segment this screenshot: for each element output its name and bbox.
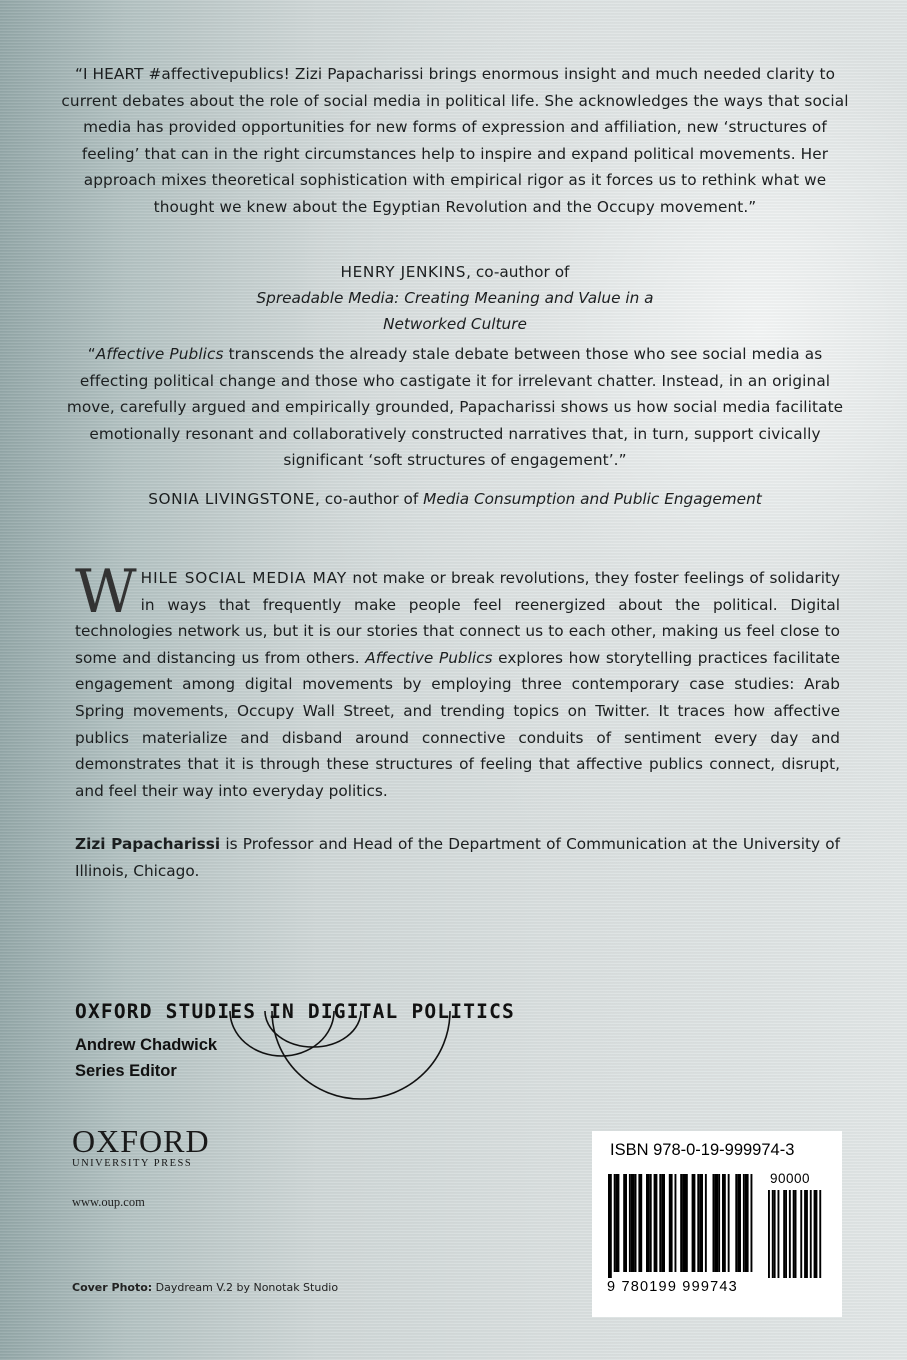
drop-cap: W	[75, 557, 137, 627]
endorser-role: , co-author of	[466, 263, 570, 281]
barcode-addon-bar	[806, 1190, 808, 1278]
photo-credit-text: Daydream V.2 by Nonotak Studio	[152, 1281, 339, 1294]
series-title: OXFORD STUDIES IN DIGITAL POLITICS	[75, 1000, 515, 1023]
endorsement-attribution-2	[60, 486, 850, 512]
series-editor	[75, 1032, 217, 1084]
barcode-bar	[669, 1174, 673, 1272]
barcode-bar	[745, 1174, 749, 1272]
barcode-addon-bar	[772, 1190, 774, 1278]
barcode-bar	[635, 1174, 637, 1272]
barcode-bar	[659, 1174, 661, 1272]
barcode-addon-bar	[816, 1190, 818, 1278]
barcode-bar	[705, 1174, 707, 1272]
barcode-bar	[675, 1174, 677, 1272]
isbn-label: ISBN 978-0-19-999974-3	[610, 1141, 795, 1159]
barcode-bar	[692, 1174, 696, 1272]
barcode-bar	[751, 1174, 753, 1272]
endorser-book-title: Spreadable Media: Creating Meaning and Value in a Networked Culture	[256, 289, 654, 333]
barcode-addon-bar	[783, 1190, 785, 1278]
barcode-bar	[616, 1174, 620, 1272]
barcode-bar	[650, 1174, 652, 1272]
quote-text: “I HEART #affectivepublics! Zizi Papacharissi brings enormous insight and much needed clarity to current debates about the role of social media in political life. She acknowledges the ways that social media has provided opportunities for new forms of expression and affiliation, new ‘structures of feeling’ that can in the right circumstances help to inspire and expand political movements. Her approach mixes theoretical sophistication with empirical rigor as it forces us to rethink what we thought we knew about the Egyptian Revolution and the Occupy movement.”	[61, 65, 849, 216]
barcode-bar	[743, 1174, 745, 1272]
barcode-bar	[646, 1174, 650, 1272]
barcode-addon-bar	[810, 1190, 812, 1278]
barcode-addon-bar	[793, 1190, 795, 1278]
book-title-reference: Affective Publics	[95, 345, 224, 363]
publisher-press: UNIVERSITY PRESS	[72, 1158, 193, 1169]
series-arc-large	[272, 1011, 450, 1099]
barcode-addon-bar	[800, 1190, 802, 1278]
isbn-barcode-block	[592, 1131, 842, 1317]
publisher-logo: OXFORD	[72, 1123, 210, 1159]
barcode-bar	[737, 1174, 741, 1272]
barcode-bar	[682, 1174, 684, 1272]
endorsement-quote-1	[60, 61, 850, 221]
barcode-addon-bar	[778, 1190, 780, 1278]
barcode-bar	[718, 1174, 720, 1272]
book-title-reference: Affective Publics	[365, 648, 493, 667]
endorsement-attribution-1	[60, 259, 850, 337]
barcode-bar	[713, 1174, 715, 1272]
publisher-url[interactable]: www.oup.com	[72, 1195, 145, 1209]
endorser-name: SONIA LIVINGSTONE	[148, 490, 315, 508]
book-description: WHILE SOCIAL MEDIA MAY not make or break revolutions, they foster feelings of solidarity in ways that frequently make people feel reenergized about the political. Digital technologies network us, but it is our stories that connect us to each other, making us feel close to some and distancing us from others. Affective Publics explores how storytelling practices facilitate engagement among digital movements by employing three contemporary case studies: Arab Spring movements, Occupy Wall Street, and trending topics on Twitter. It traces how affective publics materialize and disband around connective conduits of sentiment every day and demonstrates that it is through these structures of feeling that affective publics connect, disrupt, and feel their way into everyday politics.	[75, 557, 840, 800]
barcode-bar	[614, 1174, 616, 1272]
cover-photo-credit	[72, 1281, 338, 1294]
description-lead: HILE SOCIAL MEDIA MAY	[140, 569, 348, 587]
barcode-bar	[623, 1174, 627, 1272]
series-editor-role: Series Editor	[75, 1062, 177, 1080]
barcode-bar	[680, 1174, 682, 1272]
barcode-bar	[631, 1174, 635, 1272]
ean-digits: 9 780199 999743	[607, 1279, 738, 1295]
endorser-name: HENRY JENKINS	[340, 263, 467, 281]
author-bio-text: is Professor and Head of the Department of Communication at the University of Illinois, Chicago.	[75, 835, 840, 880]
barcode-addon-bar	[804, 1190, 806, 1278]
author-name: Zizi Papacharissi	[75, 835, 221, 853]
author-bio	[75, 831, 840, 884]
barcode-bar	[722, 1174, 726, 1272]
quote-text: transcends the already stale debate between those who see social media as effecting political change and those who castigate it for irrelevant chatter. Instead, in an original move, carefully argued and empirically grounded, Papacharissi shows us how social media facilitate emotionally resonant and collaboratively constructed narratives that, in turn, support civically significant ‘soft structures of engagement’.”	[66, 345, 844, 470]
endorser-role: , co-author of	[314, 490, 424, 508]
barcode-addon-bar	[819, 1190, 821, 1278]
barcode-bar	[629, 1174, 631, 1272]
barcode-bar	[661, 1174, 665, 1272]
barcode-bar	[684, 1174, 688, 1272]
barcode-addon-bar	[795, 1190, 797, 1278]
barcode-bar	[699, 1174, 703, 1272]
barcode-addon-bar	[814, 1190, 816, 1278]
barcode-addon-bar	[785, 1190, 787, 1278]
barcode-addon-bar	[789, 1190, 791, 1278]
barcode-bar	[714, 1174, 718, 1272]
barcode-bar	[654, 1174, 658, 1272]
barcode-bar	[608, 1174, 612, 1278]
series-editor-name: Andrew Chadwick	[75, 1036, 218, 1054]
barcode-bar	[638, 1174, 642, 1272]
barcode-addon-bar	[768, 1190, 770, 1278]
endorsement-quote-2: “Affective Publics transcends the already stale debate between those who see social media as effecting political change and those who castigate it for irrelevant chatter. Instead, in an original move, carefully argued and empirically grounded, Papacharissi shows us how social media facilitate emotionally resonant and collaboratively constructed narratives that, in turn, support civically significant ‘soft structures of engagement’.”	[66, 345, 844, 470]
barcode-bars	[608, 1174, 828, 1279]
endorser-book-title: Media Consumption and Public Engagement	[423, 490, 762, 508]
photo-credit-label: Cover Photo:	[72, 1281, 153, 1294]
barcode-bar	[735, 1174, 737, 1272]
barcode-bar	[728, 1174, 730, 1272]
price-code: 90000	[770, 1171, 811, 1186]
barcode-addon-bar	[774, 1190, 776, 1278]
barcode-bar	[697, 1174, 699, 1272]
